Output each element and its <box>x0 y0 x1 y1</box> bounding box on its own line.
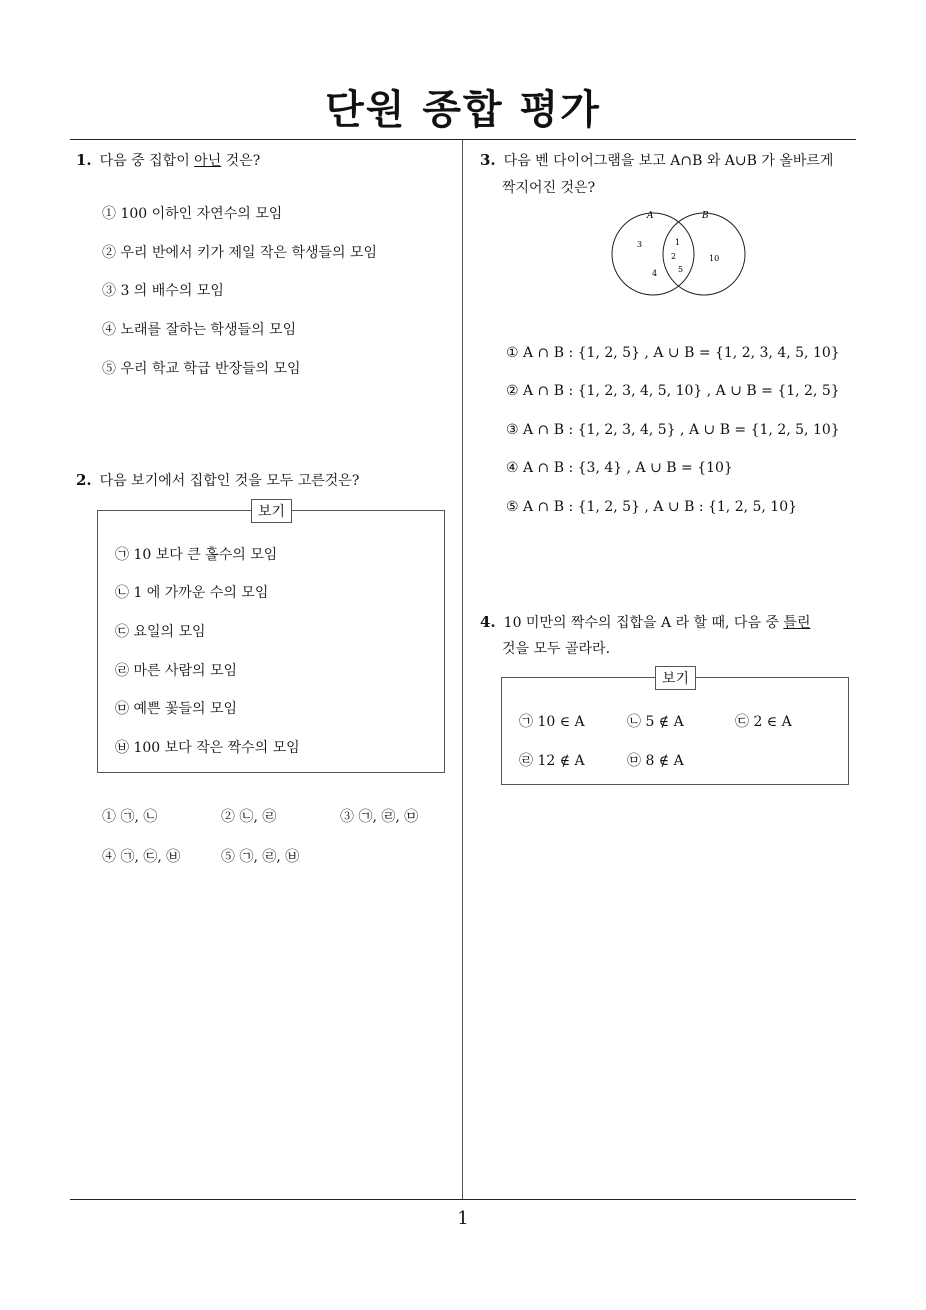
question-number: 1. <box>76 151 92 169</box>
q2-choice-4[interactable]: ④ ㉠, ㉢, ㉥ <box>102 849 181 865</box>
q2-item-5: ㉤ 예쁜 꽃들의 모임 <box>115 701 238 717</box>
question-3-prompt-line2: 짝지어진 것은? <box>502 180 596 196</box>
q1-choice-5[interactable]: ⑤ 우리 학교 학급 반장들의 모임 <box>102 361 301 377</box>
q1-choice-4[interactable]: ④ 노래를 잘하는 학생들의 모임 <box>102 322 297 338</box>
bottom-rule <box>70 1199 856 1200</box>
q3-choice-3[interactable]: ③ A ∩ B : {1, 2, 3, 4, 5} , A ∪ B = {1, 2, 5, 10} <box>506 422 840 438</box>
q4-item-4: ㉣ 12 ∉ A <box>519 753 585 769</box>
q4-item-3: ㉢ 2 ∈ A <box>735 714 792 730</box>
venn-element: 5 <box>678 265 684 274</box>
q3-choice-2[interactable]: ② A ∩ B : {1, 2, 3, 4, 5, 10} , A ∪ B = {1, 2, 5} <box>506 383 840 399</box>
question-number: 2. <box>76 471 92 489</box>
set-a-label: A <box>647 211 654 221</box>
q4-item-1: ㉠ 10 ∈ A <box>519 714 585 730</box>
q2-item-3: ㉢ 요일의 모임 <box>115 624 206 640</box>
venn-element: 1 <box>675 238 681 247</box>
column-divider <box>462 140 463 1200</box>
venn-element: 4 <box>652 269 658 278</box>
top-rule <box>70 139 856 140</box>
q3-choice-4[interactable]: ④ A ∩ B : {3, 4} , A ∪ B = {10} <box>506 460 733 476</box>
page-title: 단원 종합 평가 <box>325 87 601 133</box>
q2-choice-3[interactable]: ③ ㉠, ㉣, ㉤ <box>340 809 419 825</box>
question-4-prompt: 4. 10 미만의 짝수의 집합을 A 라 할 때, 다음 중 틀린 <box>480 613 811 631</box>
example-box-label: 보기 <box>655 666 696 690</box>
question-number: 3. <box>480 151 496 169</box>
q4-item-2: ㉡ 5 ∉ A <box>627 714 684 730</box>
venn-diagram <box>608 205 750 297</box>
question-number: 4. <box>480 613 496 631</box>
example-box-label: 보기 <box>251 499 292 523</box>
question-1-prompt: 1. 다음 중 집합이 아닌 것은? <box>76 151 261 169</box>
q3-choice-5[interactable]: ⑤ A ∩ B : {1, 2, 5} , A ∪ B : {1, 2, 5, 10} <box>506 499 798 515</box>
venn-element: 2 <box>671 252 677 261</box>
venn-element: 3 <box>637 240 643 249</box>
q2-item-4: ㉣ 마른 사람의 모임 <box>115 663 238 679</box>
set-a-circle <box>612 213 694 295</box>
q1-choice-3[interactable]: ③ 3 의 배수의 모임 <box>102 283 224 299</box>
page-number: 1 <box>457 1208 469 1229</box>
set-b-label: B <box>702 211 709 221</box>
emphasis-underline: 아닌 <box>194 153 222 169</box>
venn-element: 10 <box>709 254 720 263</box>
question-2-prompt: 2. 다음 보기에서 집합인 것을 모두 고른것은? <box>76 471 360 489</box>
q2-choice-2[interactable]: ② ㉡, ㉣ <box>221 809 277 825</box>
q2-choice-5[interactable]: ⑤ ㉠, ㉣, ㉥ <box>221 849 300 865</box>
q4-item-5: ㉤ 8 ∉ A <box>627 753 684 769</box>
q1-choice-2[interactable]: ② 우리 반에서 키가 제일 작은 학생들의 모임 <box>102 245 378 261</box>
q3-choice-1[interactable]: ① A ∩ B : {1, 2, 5} , A ∪ B = {1, 2, 3, 4, 5, 10} <box>506 345 840 361</box>
emphasis-underline: 틀린 <box>783 615 811 631</box>
q2-item-6: ㉥ 100 보다 작은 짝수의 모임 <box>115 740 300 756</box>
q1-choice-1[interactable]: ① 100 이하인 자연수의 모임 <box>102 206 283 222</box>
q2-choice-1[interactable]: ① ㉠, ㉡ <box>102 809 158 825</box>
question-3-prompt: 3. 다음 벤 다이어그램을 보고 A∩B 와 A∪B 가 올바르게 <box>480 151 834 169</box>
question-4-prompt-line2: 것을 모두 골라라. <box>502 641 611 657</box>
q2-item-2: ㉡ 1 에 가까운 수의 모임 <box>115 585 269 601</box>
q2-item-1: ㉠ 10 보다 큰 홀수의 모임 <box>115 547 278 563</box>
